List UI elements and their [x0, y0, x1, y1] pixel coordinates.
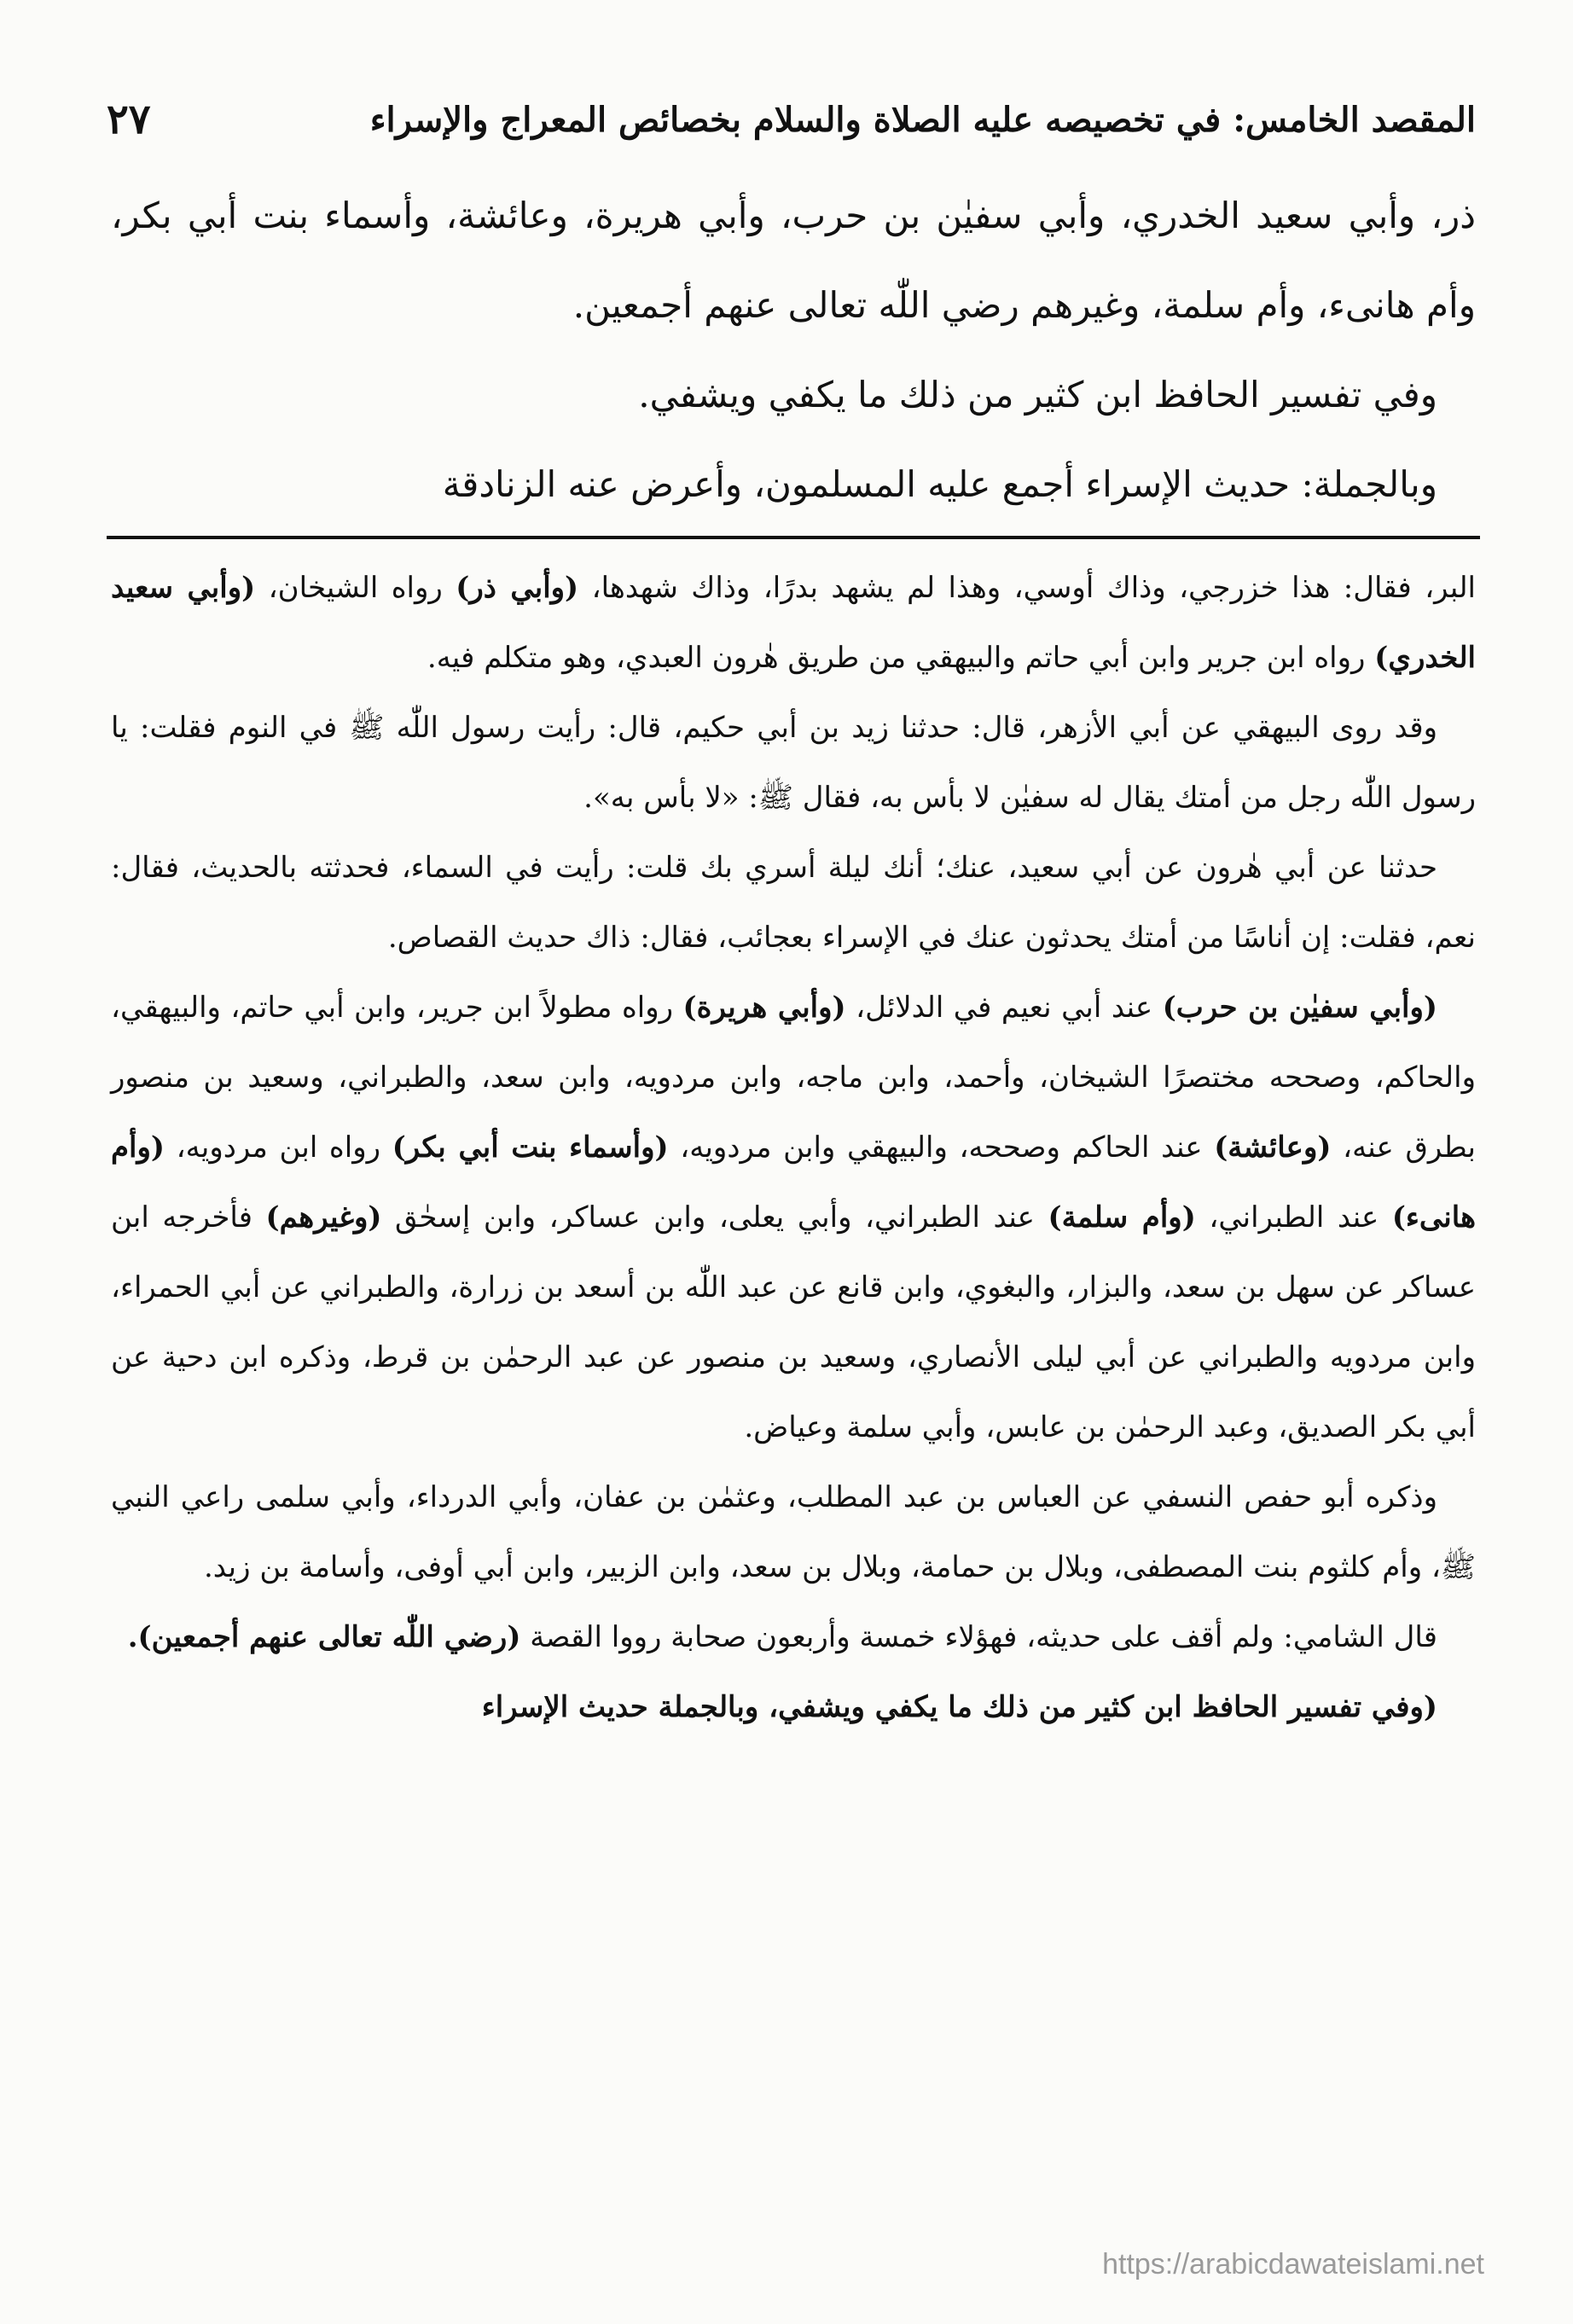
main-paragraph-3: وبالجملة: حديث الإسراء أجمع عليه المسلمون، وأعرض عنه الزنادقة	[442, 463, 1437, 505]
bold-heading: (وفي تفسير الحافظ ابن كثير من ذلك ما يكفي ويشفي، وبالجملة حديث الإسراء	[481, 1690, 1437, 1724]
watermark-url: https://arabicdawateislami.net	[1102, 2248, 1484, 2280]
note-text: عند أبي نعيم في الدلائل،	[845, 991, 1163, 1025]
main-paragraph-1: ذر، وأبي سعيد الخدري، وأبي سفيٰن بن حرب، وأبي هريرة، وعائشة، وأسماء بنت أبي بكر، وأم هانىء، وأم سلمة، وغيرهم رضي اللّٰه تعالى عنهم أجمعين.	[111, 195, 1476, 326]
note-paragraph-4	[111, 973, 1476, 1462]
note-text: رواه ابن مردويه،	[165, 1130, 392, 1165]
bold-heading: (وأبي ذر)	[456, 571, 579, 605]
commentary	[111, 553, 1476, 1742]
note-text: عند الطبراني، وأبي يعلى، وابن عساكر، وابن إسحٰق	[381, 1200, 1048, 1235]
bold-heading: (وأم هانىء)	[111, 1130, 1476, 1235]
main-text	[111, 171, 1476, 529]
note-paragraph-5: وذكره أبو حفص النسفي عن العباس بن عبد المطلب، وعثمٰن بن عفان، وأبي الدرداء، وأبي سلمى راعي النبي ﷺ، وأم كلثوم بنت المصطفى، وبلال بن حمامة، وبلال بن سعد، وابن الزبير، وابن أبي أوفى، وأسامة بن زيد.	[111, 1480, 1476, 1584]
note-paragraph-6	[111, 1602, 1476, 1672]
bold-heading: (وأبي سعيد الخدري)	[111, 571, 1476, 675]
note-paragraph-7	[111, 1672, 1476, 1742]
note-paragraph-3: حدثنا عن أبي هٰرون عن أبي سعيد، عنك؛ أنك ليلة أسري بك قلت: رأيت في السماء، فحدثته بالحديث، فقال: نعم، فقلت: إن أناسًا من أمتك يحدثون عنك في الإسراء بعجائب، فقال: ذاك حديث القصاص.	[111, 851, 1476, 955]
page-header	[107, 90, 1476, 149]
note-text: رواه مطولاً ابن جرير، وابن أبي حاتم، والبيهقي، والحاكم، وصححه مختصرًا الشيخان، وأحمد، وابن ماجه، وابن مردويه، وابن سعد، والطبراني، وسعيد بن منصور بطرق عنه،	[111, 991, 1476, 1165]
page-number: ٢٧	[107, 96, 151, 143]
note-paragraph-1	[111, 553, 1476, 693]
bold-heading: (وأبي هريرة)	[682, 991, 846, 1025]
note-text: قال الشامي: ولم أقف على حديثه، فهؤلاء خمسة وأربعون صحابة رووا القصة	[520, 1620, 1437, 1654]
footnote-divider	[107, 536, 1480, 539]
bold-heading: (وغيرهم)	[265, 1200, 382, 1235]
bold-heading: (رضي اللّٰه تعالى عنهم أجمعين).	[127, 1620, 521, 1654]
note-text: رواه ابن جرير وابن أبي حاتم والبيهقي من طريق هٰرون العبدي، وهو متكلم فيه.	[427, 641, 1375, 675]
note-text: البر، فقال: هذا خزرجي، وذاك أوسي، وهذا لم يشهد بدرًا، وذاك شهدها،	[578, 571, 1476, 605]
bold-heading: (وأسماء بنت أبي بكر)	[392, 1130, 669, 1165]
bold-heading: (وعائشة)	[1214, 1130, 1332, 1165]
note-text: عند الطبراني،	[1195, 1200, 1392, 1235]
note-paragraph-2: وقد روى البيهقي عن أبي الأزهر، قال: حدثنا زيد بن أبي حكيم، قال: رأيت رسول اللّٰه ﷺ في النوم فقلت: يا رسول اللّٰه رجل من أمتك يقال له سفيٰن لا بأس به، فقال ﷺ: «لا بأس به».	[111, 711, 1476, 815]
bold-heading: (وأم سلمة)	[1048, 1200, 1196, 1235]
running-head: المقصد الخامس: في تخصيصه عليه الصلاة والسلام بخصائص المعراج والإسراء	[369, 99, 1476, 140]
note-text: فأخرجه ابن عساكر عن سهل بن سعد، والبزار، والبغوي، وابن قانع عن عبد اللّٰه بن أسعد بن زرارة، والطبراني عن أبي الحمراء، وابن مردويه والطبراني عن أبي ليلى الأنصاري، وسعيد بن منصور عن عبد الرحمٰن بن قرط، وذكره ابن دحية عن أبي بكر الصديق، وعبد الرحمٰن بن عابس، وأبي سلمة وعياض.	[111, 1200, 1476, 1444]
main-paragraph-2: وفي تفسير الحافظ ابن كثير من ذلك ما يكفي ويشفي.	[638, 374, 1437, 415]
note-text: رواه الشيخان،	[255, 571, 456, 605]
note-text: عند الحاكم وصححه، والبيهقي وابن مردويه،	[668, 1130, 1215, 1165]
bold-heading: (وأبي سفيٰن بن حرب)	[1162, 991, 1437, 1025]
